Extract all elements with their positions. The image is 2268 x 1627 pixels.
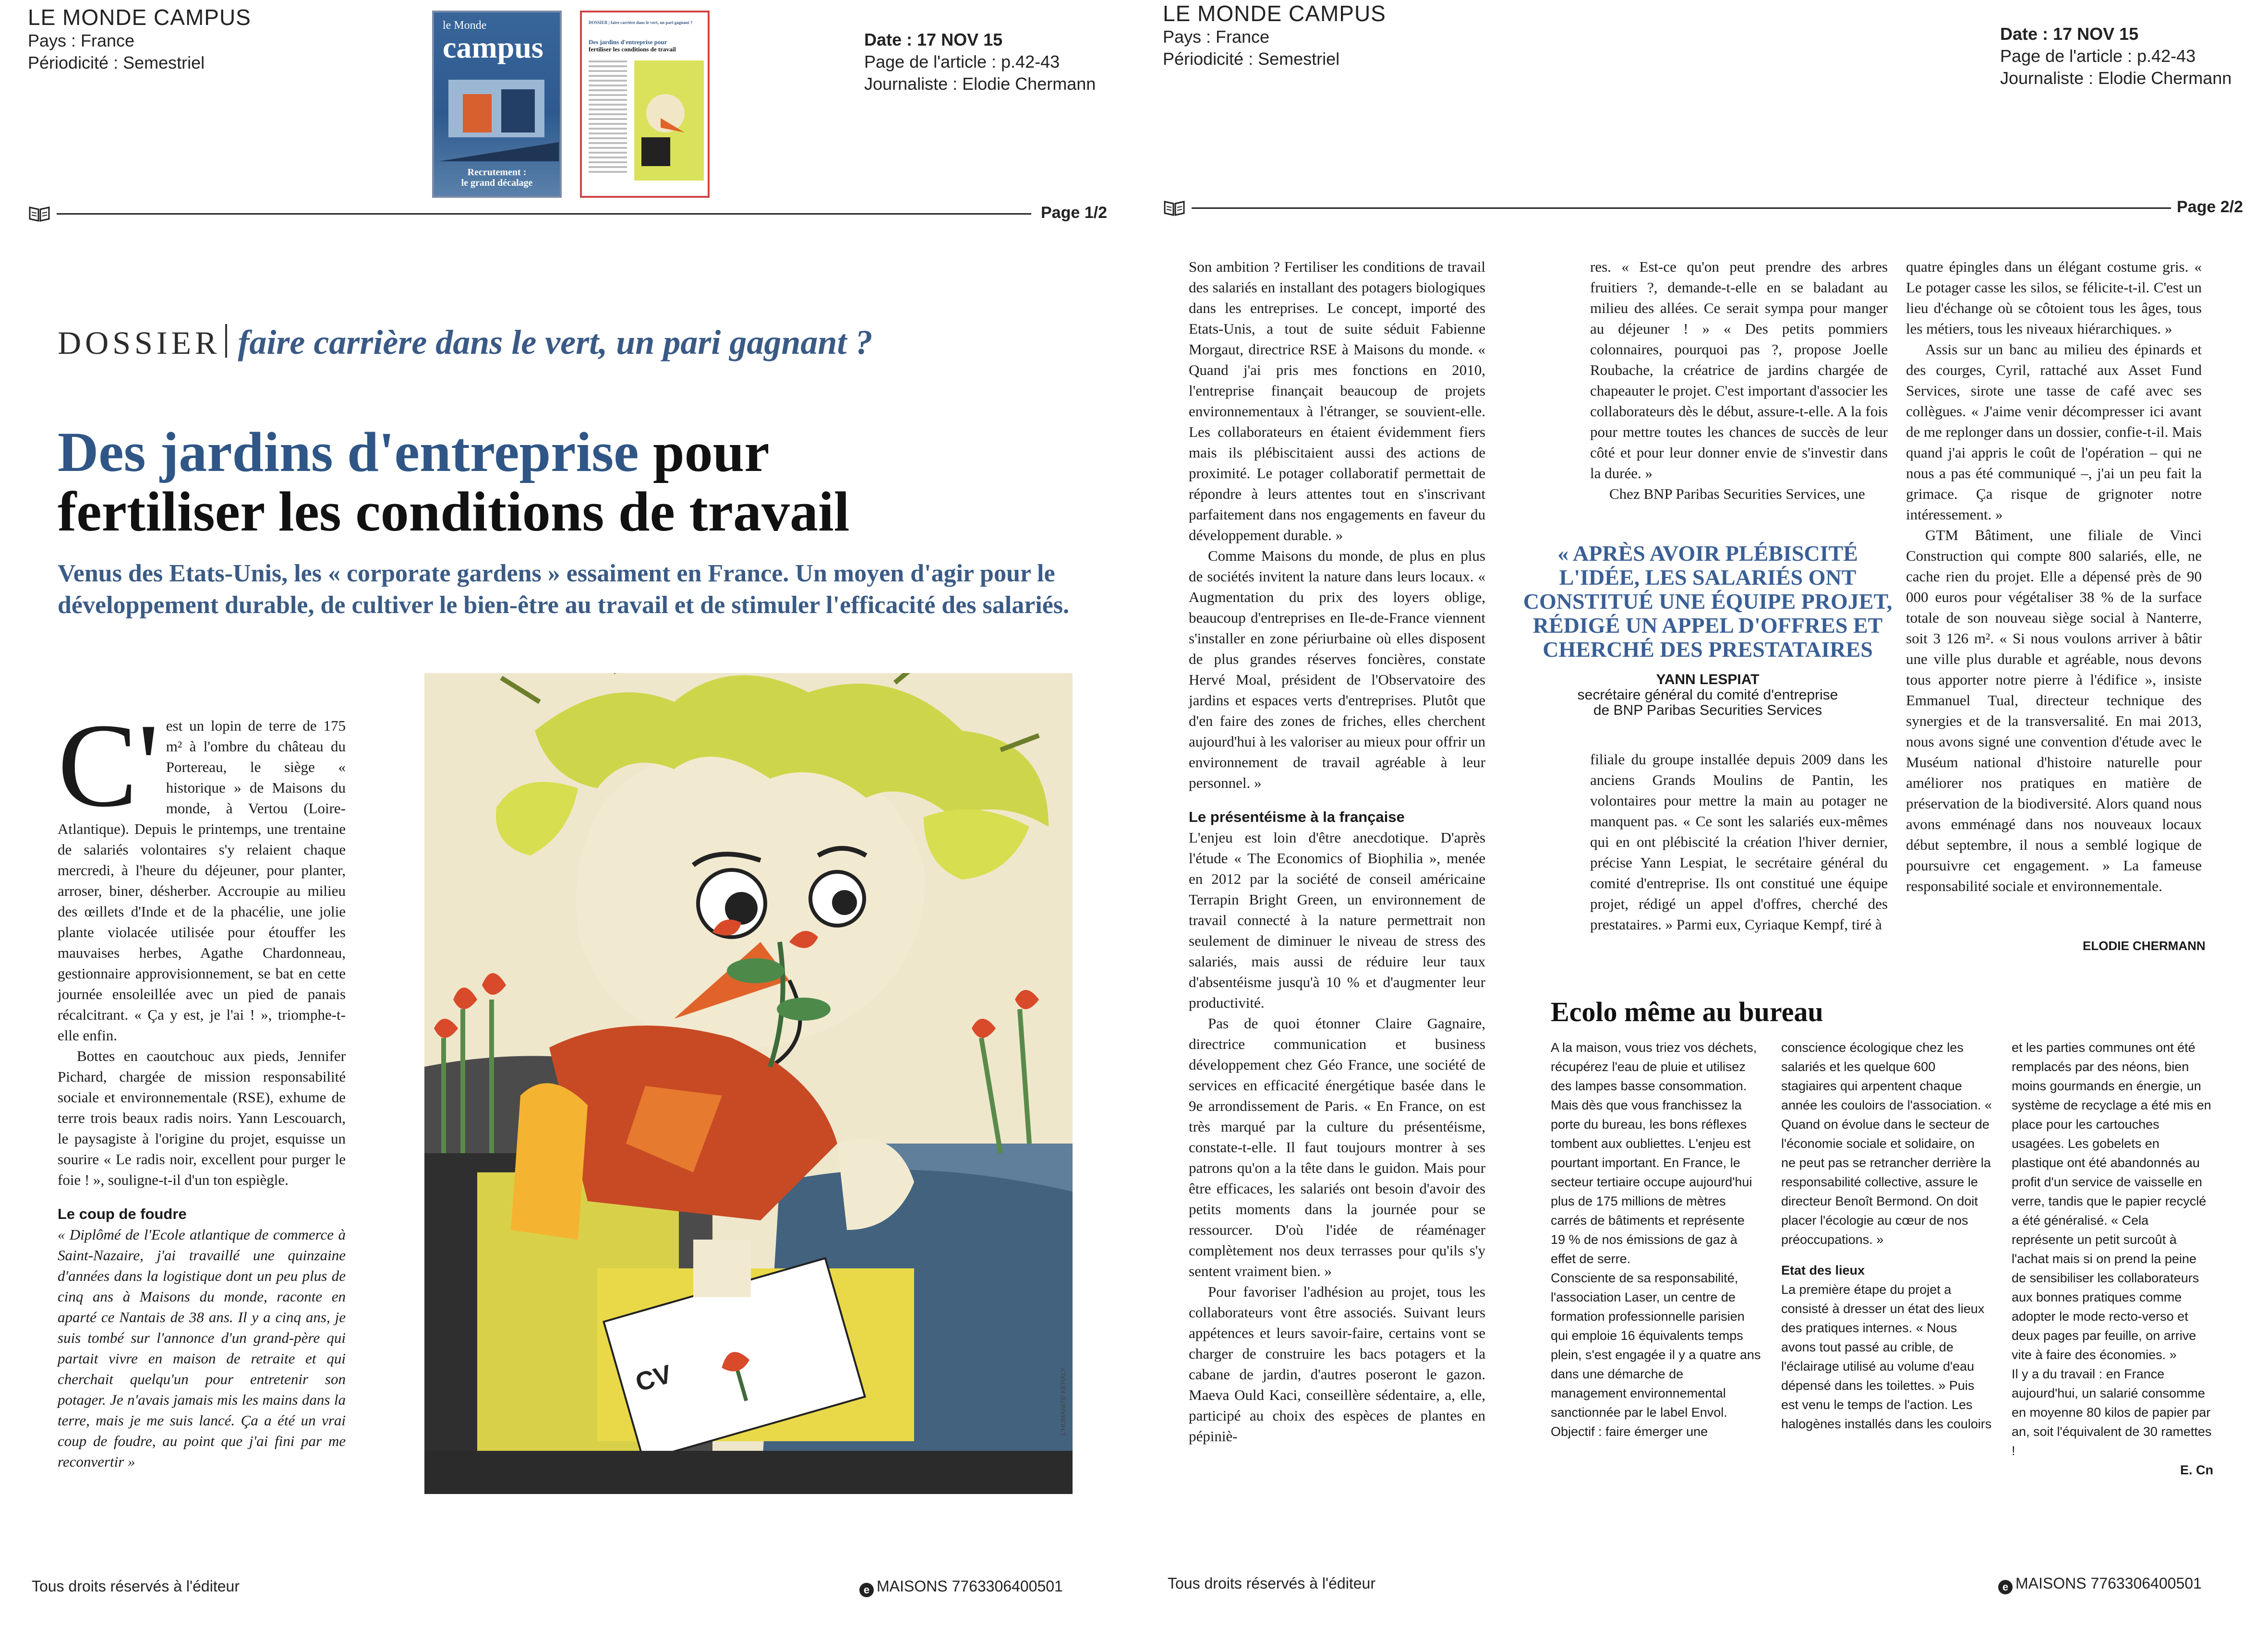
date-block (864, 29, 1096, 95)
source-block (28, 5, 251, 74)
date: Date : 17 NOV 15 (864, 30, 1003, 49)
source-block-2 (1163, 1, 1386, 70)
article-column-2 (1189, 256, 1485, 1446)
box-c3b: Il y a du travail : en France aujourd'hui, un salarié consomme en moyenne 80 kilos de papier par an, soit l'équivalent de 30 ramettes ! (2012, 1367, 2212, 1458)
open-book-icon (1164, 200, 1185, 216)
article-code-text: MAISONS 7763306400501 (877, 1578, 1063, 1595)
article-column-3b (1590, 749, 1888, 935)
pull-quote-author: YANN LESPIAT (1656, 672, 1760, 687)
theme: faire carrière dans le vert, un pari gagnant ? (238, 323, 873, 362)
thumb-kicker: DOSSIER | faire carrière dans le vert, un pari gagnant ? (589, 20, 693, 25)
article-column-4 (1906, 256, 2202, 896)
date-block-2 (2000, 23, 2232, 89)
col2-p4: Pas de quoi étonner Claire Gagnaire, directrice communication et business développement chez Géo France, une société de services en efficacité énergétique basée dans le 9e arrondissement de Paris. « En France, on est très marqué par la culture du présentéisme, constate-t-elle. Il faut toujours montrer à ses patrons qu'on a la tête dans le guidon. Mais pour être efficaces, les salariés ont besoin d'avoir des petits moments dans la journée pour se ressourcer. D'où l'idée de réaménager complètement nos deux terrasses pour qu'ils s'y sentent vraiment bien. » (1189, 1015, 1485, 1279)
article-pages-2: Page de l'article : p.42-43 (2000, 46, 2196, 66)
col2-p1: Son ambition ? Fertiliser les conditions de travail des salariés en installant des potagers biologiques dans les entreprises. Le concept, importé des Etats-Unis, a tout de suite séduit Fabienne Morgaut, directrice RSE à Maisons du monde. « Quand j'ai pris mes fonctions en 2010, l'entreprise finançait beaucoup de projets environnementaux à l'étranger, se souvient-elle. Les collaborateurs en étaient évidemment fiers mais ils plébiscitaient aussi des actions de proximité. Le potager collaboratif permettait de répondre à leurs attentes tout en s'inscrivant parfaitement dans nos engagements en faveur du développement durable. » (1189, 258, 1485, 543)
article-pages: Page de l'article : p.42-43 (864, 52, 1060, 72)
pull-quote-text: « APRÈS AVOIR PLÉBISCITÉ L'IDÉE, LES SALARIÉS ONT CONSTITUÉ UNE ÉQUIPE PROJET, RÉDIGÉ UN APPEL D'OFFRES ET CHERCHÉ DES PRESTATAIRES (1523, 541, 1893, 662)
headline-part-1: Des jardins d'entreprise (58, 421, 639, 483)
circle-e-icon: e (1998, 1580, 2013, 1594)
rights-notice-2: Tous droits réservés à l'éditeur (1168, 1575, 1375, 1592)
country-2: Pays : France (1163, 27, 1270, 47)
date-2: Date : 17 NOV 15 (2000, 24, 2139, 44)
journalist: Journaliste : Elodie Chermann (864, 74, 1096, 94)
dossier-kicker (58, 323, 872, 362)
col2-p2: Comme Maisons du monde, de plus en plus de sociétés invitent la nature dans leurs locaux. « Augmentation du prix des loyers oblige, beaucoup d'entreprises en Ile-de-France viennent s'installer en zone périurbaine où elles disposent de plus grandes réserves foncières, constate Hervé Moal, président de l'Observatoire des jardins et espaces verts d'entreprises. Plutôt que d'en faire des zones de friches, elles cherchent aujourd'hui à les valoriser au mieux pour offrir un environnement de travail agréable à leur personnel. » (1189, 547, 1485, 791)
col2-p3: L'enjeu est loin d'être anecdotique. D'après l'étude « The Economics of Biophilia », menée en 2012 par la société de conseil américaine Terrapin Bright Green, un environnement de travail connecté à la nature permettrait non seulement de diminuer le niveau de stress des salariés, mais aussi de réduire leur taux d'absentéisme jusqu'à 10 % et d'augmenter leur productivité. (1189, 829, 1485, 1011)
open-book-icon (29, 205, 50, 222)
subhead-coup-de-foudre: Le coup de foudre (58, 1205, 187, 1222)
kicker-separator (225, 324, 227, 358)
box-c1c: Objectif : faire émerger une (1551, 1424, 1708, 1439)
country: Pays : France (28, 31, 135, 50)
box-column-1 (1551, 1038, 1762, 1441)
box-subhead-etat-des-lieux: Etat des lieux (1781, 1263, 1865, 1277)
pull-quote-role-2: de BNP Paribas Securities Services (1593, 702, 1822, 718)
cover-caption-2: le grand décalage (461, 178, 533, 188)
cover-title: campus (443, 30, 543, 64)
col3-p2: Chez BNP Paribas Securities Services, une (1609, 485, 1865, 502)
page-number: Page 1/2 (1041, 204, 1107, 222)
article-code (859, 1578, 1063, 1597)
col4-p3: GTM Bâtiment, une filiale de Vinci Construction qui compte 800 salariés, elle, ne cache rien du projet. Elle a dépensé près de 90 000 euros pour végétaliser 38 % de la surface totale de son nouveau siège social à Nanterre, soit 3 126 m². « Si nous voulons arriver à bâtir une ville plus durable et agréable, nous devons tous apporter notre pierre à l'édifice », insiste Emmanuel Tual, directeur technique des synergies et de la transversalité. En mai 2013, nous avons signé une convention d'étude avec le Muséum national d'histoire naturelle pour améliorer nos pratiques en matière de préservation de la biodiversité. Alors quand nous avons emménagé dans nos nouveaux locaux début septembre, il nous a semblé logique de poursuivre cet engagement. » La fameuse responsabilité sociale et environnementale. (1906, 527, 2202, 894)
col4-p2: Assis sur un banc au milieu des épinards et des courges, Cyril, rattaché aux Asset Fund Services, sirote une tasse de café avec ses collègues. « J'aime venir décompresser ici avant de me replonger dans un dossier, confie-t-il. Mais quand j'ai appris le coût de l'opération – qui ne nous a pas été communiqué –, j'ai un peu fait la grimace. Ça risque de grignoter notre intéressement. » (1906, 341, 2202, 523)
article-column-1 (58, 699, 346, 1472)
illustration-cv-label: CV (632, 1359, 675, 1398)
thumb-title-2: fertiliser les conditions de travail (589, 46, 676, 53)
author-signature: ELODIE CHERMANN (2083, 939, 2206, 953)
standfirst: Venus des Etats-Unis, les « corporate gardens » essaiment en France. Un moyen d'agir pour le développement durable, de cultiver le bien-être au travail et de stimuler l'efficacité des salariés. (58, 560, 1070, 619)
cover-brand: le Monde (443, 19, 487, 32)
headline-part-2: pour (639, 421, 770, 483)
box-title: Ecolo même au bureau (1551, 996, 1823, 1027)
article-illustration (424, 673, 1073, 1494)
cover-thumbnail[interactable] (432, 11, 562, 198)
cover-caption-1: Recrutement : (467, 167, 527, 178)
col4-p1: quatre épingles dans un élégant costume gris. « Le potager casse les silos, se félicite-t-il. C'est un lieu d'échange où se côtoient tous les âges, tous les métiers, tous les niveaux hiérarchiques. » (1906, 258, 2202, 337)
cover-illustration (439, 70, 559, 161)
page-number-2: Page 2/2 (2177, 198, 2243, 216)
headline-line-2: fertiliser les conditions de travail (58, 480, 850, 543)
rights-notice: Tous droits réservés à l'éditeur (32, 1578, 240, 1595)
box-c3: et les parties communes ont été remplacés par des néons, bien moins gourmands en énergie, un système de recyclage a été mis en place pour les cartouches usagées. Les gobelets en plastique ont été abandonnés au profit d'un service de vaisselle en verre, tandis que le papier recyclé a été généralisé. « Cela représente un petit surcoût à l'achat mais si on prend la peine de sensibiliser les collaborateurs aux bonnes pratiques comme adopter le mode recto-verso et deux pages par feuille, on arrive vite à faire des économies. » (2012, 1040, 2211, 1362)
box-c1b: Consciente de sa responsabilité, l'association Laser, un centre de formation professionnelle parisien qui emploie 16 équivalents temps plein, s'est engagée il y a quatre ans dans une démarche de management environnemental sanctionnée par le label Envol. (1551, 1271, 1761, 1420)
article-column-3 (1590, 256, 1888, 504)
col1-p3: « Diplômé de l'Ecole atlantique de commerce à Saint-Nazaire, j'ai travaillé une quinzaine d'années dans la logistique dont un peu plus de cinq ans à Maisons du monde, raconte en aparté ce Nantais de 38 ans. Il y a cinq ans, je suis tombé sur l'annonce d'un grand-père qui partait vivre en maison de retraite et qui cherchait quelqu'un pour entretenir son potager. Je n'avais jamais mis les mains dans la terre, mais je me suis lancé. Ça a été un vrai coup de foudre, au point que j'ai fini par me reconvertir » (58, 1226, 346, 1470)
col1-p1: est un lopin de terre de 175 m² à l'ombre du château du Portereau, le siège « historique » de Maisons du monde, à Vertou (Loire-Atlantique). Depuis le printemps, une trentaine de salariés volontaires s'y relaient chaque mercredi, à l'heure du déjeuner, pour planter, arroser, biner, désherber. Accroupie au milieu des œillets d'Inde et de la phacélie, une jolie plante violacée utilisée pour étouffer les mauvaises herbes, Agathe Chardonneau, gestionnaire approvisionnement, se bat en cette journée ensoleillée avec un pied de panais récalcitrant. « Ça y est, je l'ai ! », triomphe-t-elle enfin. (58, 717, 346, 1044)
publication-name: LE MONDE CAMPUS (28, 5, 251, 30)
headline (58, 422, 1066, 542)
box-c2b: La première étape du projet a consisté à dresser un état des lieux des pratiques internes. « Nous avons tout passé au crible, de l'éclairage utilisé au volume d'eau dépensé dans les toilettes. » Puis est venu le temps de l'action. Les halogènes installés dans les couloirs (1781, 1282, 1992, 1431)
page-2 (1134, 0, 2268, 1627)
subhead-presenteisme: Le présentéisme à la française (1189, 808, 1405, 825)
journalist-2: Journaliste : Elodie Chermann (2000, 68, 2232, 88)
thumb-title-1: Des jardins d'entreprise pour (589, 38, 667, 46)
box-signature: E. Cn (2180, 1463, 2213, 1477)
col1-p2: Bottes en caoutchouc aux pieds, Jennifer Pichard, chargée de mission responsabilité sociale et environnementale (RSE), exhume de terre trois beaux radis noirs. Yann Lescouarch, le paysagiste à l'origine du projet, esquisse un sourire « Le radis noir, excellent pour purger le foie ! », souligne-t-il d'un ton espiègle. (58, 1048, 346, 1188)
dropcap: C' (58, 699, 159, 832)
publication-name-2: LE MONDE CAMPUS (1163, 1, 1386, 26)
article-thumbnail[interactable] (580, 11, 710, 198)
pull-quote-role-1: secrétaire général du comité d'entreprise (1577, 687, 1838, 703)
rubric: DOSSIER (58, 325, 221, 361)
box-c2: conscience écologique chez les salariés et les quelque 600 stagiaires qui arpentent chaque année les couloirs de l'association. « Quand on évolue dans le secteur de l'économie sociale et solidaire, on ne peut pas se retrancher derrière la responsabilité collective, assure le directeur Benoît Bermond. On doit placer l'écologie au cœur de nos préoccupations. » (1781, 1040, 1992, 1247)
box-c1: A la maison, vous triez vos déchets, récupérez l'eau de pluie et utilisez des lampes basse consommation. Mais dès que vous franchissez la porte du bureau, les bons réflexes tombent aux oubliettes. L'enjeu est pourtant important. En France, le secteur tertiaire occupe aujourd'hui plus de 175 millions de mètres carrés de bâtiments et représente 19 % de nos émissions de gaz à effet de serre. (1551, 1040, 1757, 1266)
col3-p1: res. « Est-ce qu'on peut prendre des arbres fruitiers ?, demande-t-elle en se baladant au milieu des allées. Ce serait sympa pour manger au déjeuner ! » « Des petits pommiers colonnaires, pourquoi pas ?, propose Joelle Roubache, la créatrice de jardins chargée de chapeauter le projet. C'est important d'associer les collaborateurs dès le début, assure-t-elle. A la fois pour mettre toutes les chances de succès de leur côté et pour leur donner envie de s'investir dans la durée. » (1590, 258, 1888, 482)
box-column-3 (2012, 1038, 2213, 1480)
header-rule (57, 213, 1031, 215)
image-credit: L'HUMANITE KERALY (1059, 1367, 1067, 1435)
article-code-2 (1998, 1575, 2202, 1594)
article-code-text-2: MAISONS 7763306400501 (2015, 1575, 2202, 1592)
pull-quote (1523, 542, 1893, 718)
periodicity: Périodicité : Semestriel (28, 53, 205, 72)
box-column-2 (1781, 1038, 1992, 1434)
col2-p5: Pour favoriser l'adhésion au projet, tous les collaborateurs vont être associés. Suivant leurs appétences et leurs savoir-faire, certains vont se charger de construire les bacs potagers et la cabane de jardin, d'autres poseront le gazon. Maeva Ould Kaci, conseillère sédentaire, a, elle, participé au choix des espèces de plantes en pépiniè- (1189, 1283, 1485, 1445)
periodicity-2: Périodicité : Semestriel (1163, 49, 1340, 69)
col3-p3: filiale du groupe installée depuis 2009 dans les anciens Grands Moulins de Pantin, les volontaires pour mettre la main au potager ne manquent pas. « Ce sont les salariés eux-mêmes qui en ont plébiscité la création l'hiver dernier, précise Yann Lespiat, le secrétaire général du comité d'entreprise. Ils ont constitué une équipe projet, rédigé un appel d'offres, cherché des prestataires. » Parmi eux, Cyriaque Kempf, tiré à (1590, 751, 1888, 933)
thumb-layout (589, 60, 704, 195)
circle-e-icon: e (859, 1583, 874, 1597)
header-rule-2 (1192, 207, 2171, 209)
